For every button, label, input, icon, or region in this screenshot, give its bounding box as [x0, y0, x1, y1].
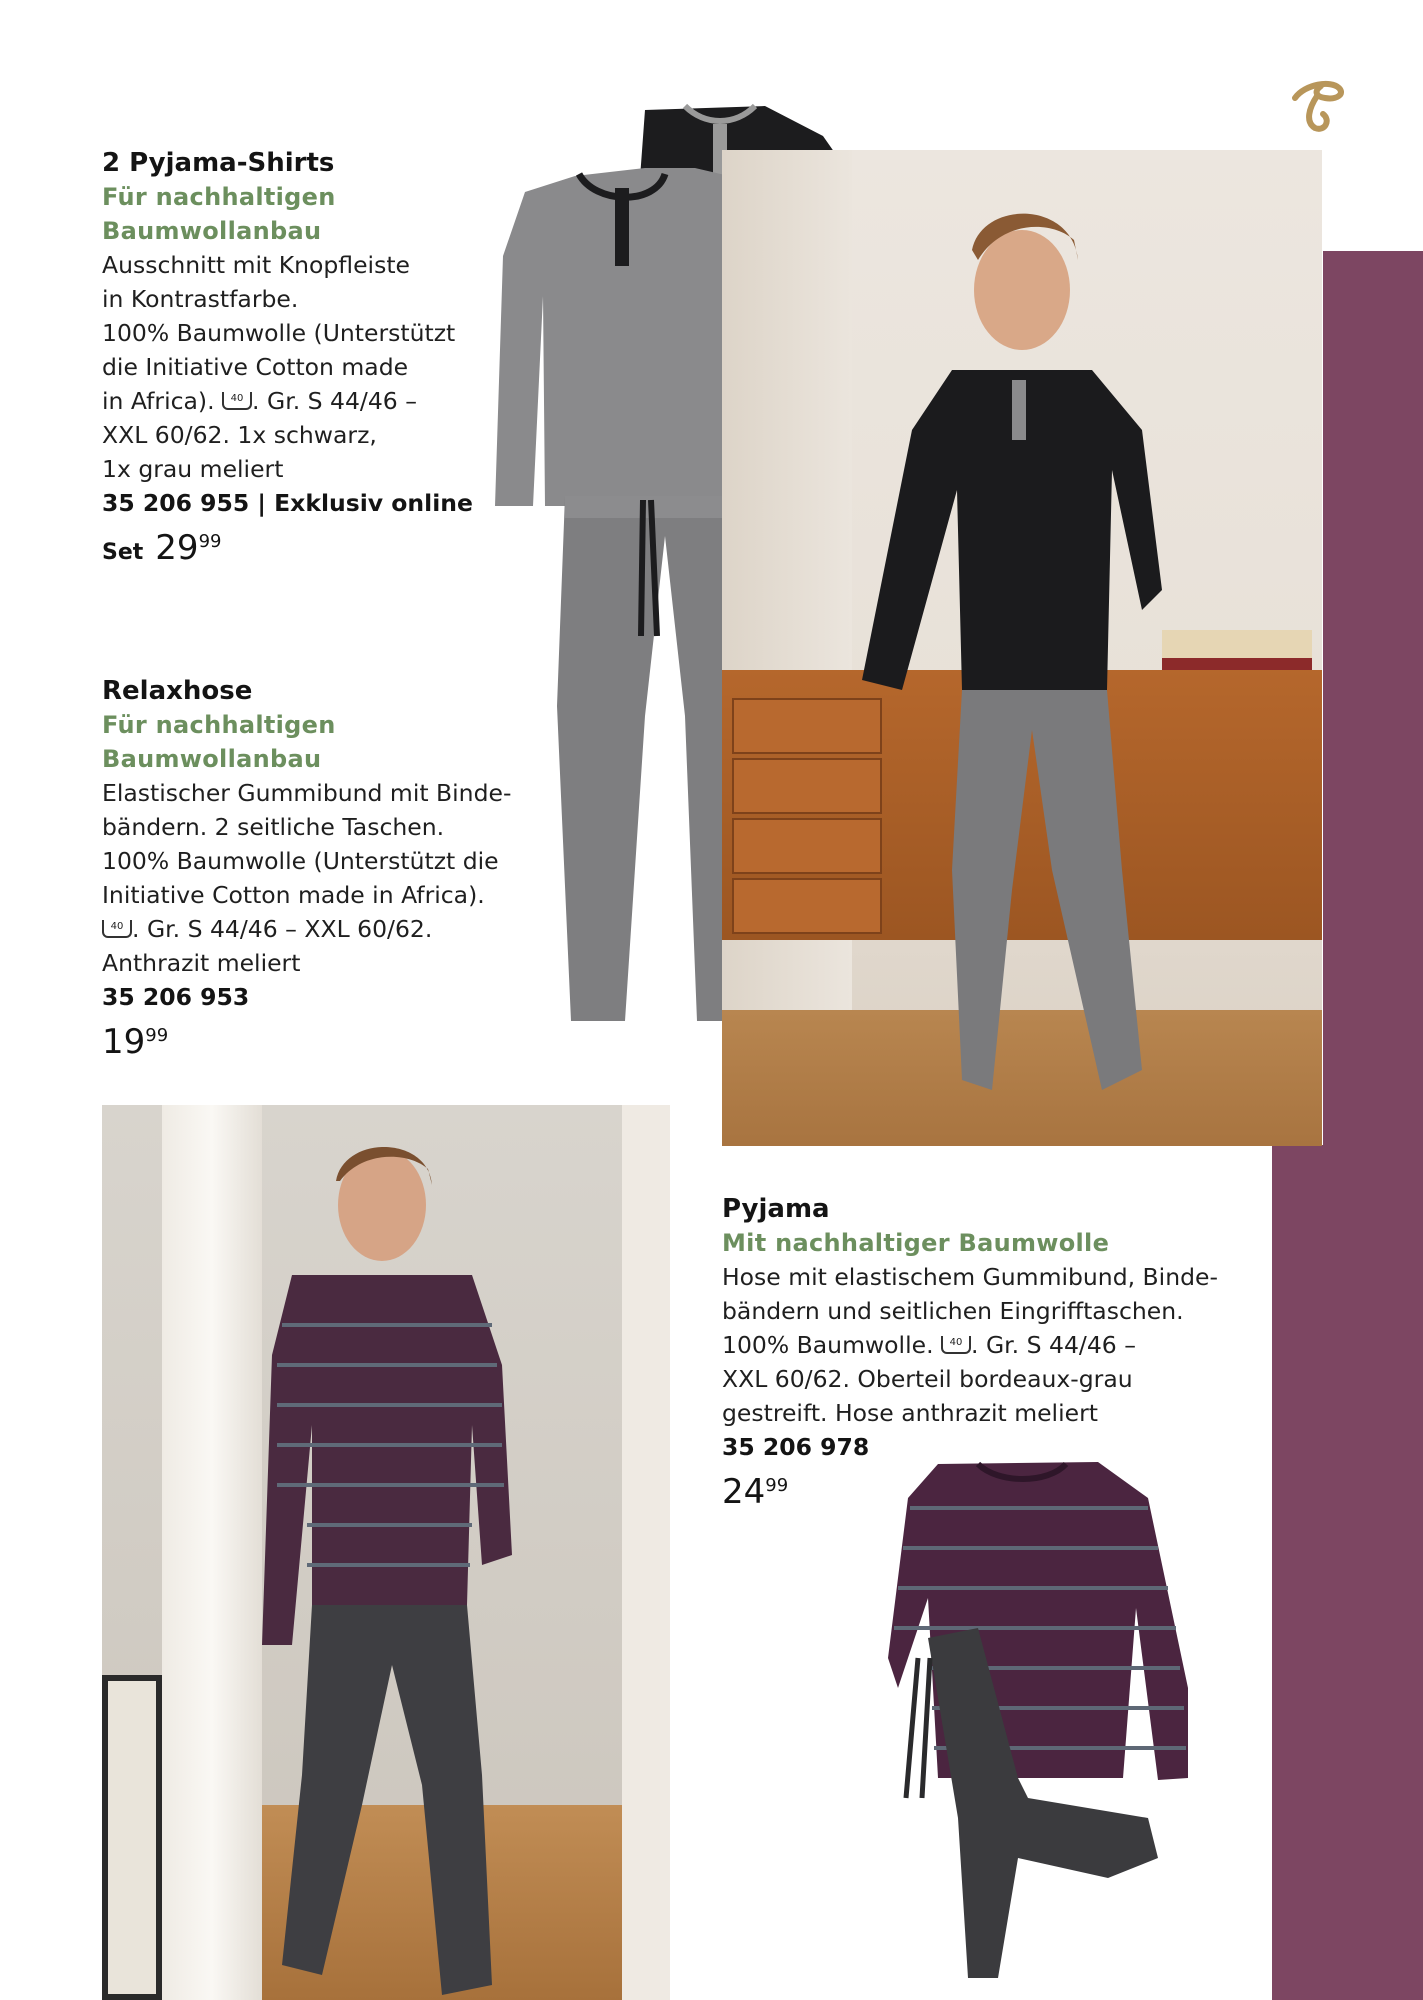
desc-line: XXL 60/62. Oberteil bordeaux-grau: [722, 1365, 1133, 1393]
product-title: Relaxhose: [102, 676, 253, 706]
desc-line: Initiative Cotton made in Africa).: [102, 881, 485, 909]
price-cents: 99: [145, 1025, 169, 1046]
product-subtitle-line: Für nachhaltigen: [102, 711, 336, 739]
desc-line: gestreift. Hose anthrazit meliert: [722, 1399, 1098, 1427]
desc-line: Ausschnitt mit Knopfleiste: [102, 251, 411, 279]
price-cents: 99: [765, 1475, 789, 1496]
desc-line: bändern. 2 seitliche Taschen.: [102, 813, 445, 841]
desc-line: 1x grau meliert: [102, 455, 284, 483]
desc-line: [102, 384, 482, 418]
product-subtitle-line: Für nachhaltigen: [102, 183, 336, 211]
product-photo-striped-pyjama: [858, 1458, 1198, 1978]
picture-frame: [102, 1675, 162, 2000]
lifestyle-photo-black-shirt: [722, 150, 1322, 1146]
purple-side-band-lower: [1272, 1145, 1423, 2000]
man-striped-pyjama-figure: [232, 1125, 532, 2000]
article-number: 35 206 978: [722, 1433, 870, 1461]
desc-text: . Gr. S 44/46 –: [252, 387, 417, 415]
wash-40-icon: 40: [222, 392, 252, 410]
product-block-relaxhose: [102, 674, 522, 1062]
product-subtitle-line: Baumwollanbau: [102, 217, 322, 245]
price: [102, 528, 482, 573]
price-prefix: Set: [102, 540, 144, 565]
desc-text: 100% Baumwolle.: [722, 1331, 934, 1359]
desc-line: XXL 60/62. 1x schwarz,: [102, 421, 377, 449]
desc-line: [102, 912, 522, 946]
desc-text: . Gr. S 44/46 –: [971, 1331, 1136, 1359]
price-main: 19: [102, 1022, 146, 1062]
wash-40-icon: 40: [941, 1336, 971, 1354]
product-title: Pyjama: [722, 1194, 830, 1224]
door-frame: [622, 1105, 670, 2000]
desc-line: Hose mit elastischem Gummibund, Binde-: [722, 1263, 1218, 1291]
wall-shade: [722, 150, 852, 1146]
desc-line: bändern und seitlichen Eingrifftaschen.: [722, 1297, 1184, 1325]
price: [102, 1022, 522, 1062]
product-block-shirts: [102, 146, 482, 573]
tchibo-logo-icon: [1287, 70, 1347, 136]
price-main: 24: [722, 1472, 766, 1512]
man-black-shirt-figure: [842, 170, 1202, 1146]
product-title: 2 Pyjama-Shirts: [102, 148, 335, 178]
article-number: 35 206 955 | Exklusiv online: [102, 489, 473, 517]
product-subtitle-line: Baumwollanbau: [102, 745, 322, 773]
desc-line: 100% Baumwolle (Unterstützt: [102, 319, 456, 347]
desc-text: in Africa).: [102, 387, 215, 415]
desc-line: Elastischer Gummibund mit Binde-: [102, 779, 512, 807]
desc-line: 100% Baumwolle (Unterstützt die: [102, 847, 499, 875]
price-main: 29: [155, 528, 199, 568]
lifestyle-photo-striped-pyjama: [102, 1105, 670, 2000]
desc-line: Anthrazit meliert: [102, 949, 301, 977]
desc-line: in Kontrastfarbe.: [102, 285, 299, 313]
desc-line: die Initiative Cotton made: [102, 353, 409, 381]
article-number: 35 206 953: [102, 983, 250, 1011]
product-subtitle-line: Mit nachhaltiger Baumwolle: [722, 1229, 1110, 1257]
price-cents: 99: [198, 531, 222, 552]
desc-line: [722, 1328, 1242, 1362]
wash-40-icon: 40: [102, 920, 132, 938]
desc-text: . Gr. S 44/46 – XXL 60/62.: [132, 915, 433, 943]
striped-top-image: [888, 1462, 1188, 1780]
